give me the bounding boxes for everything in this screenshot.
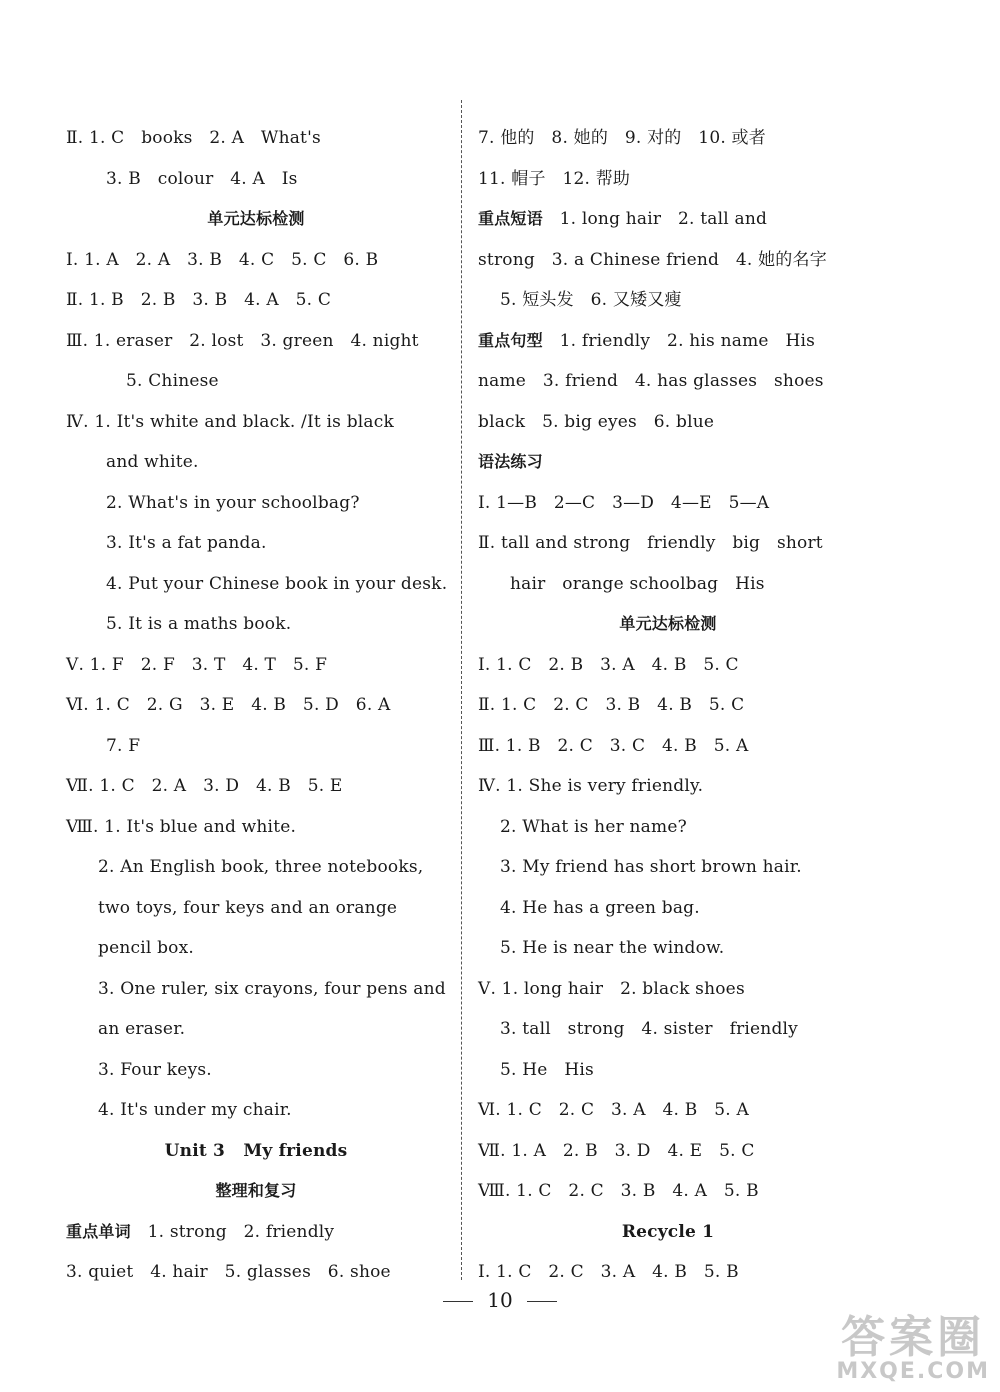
section-heading-unit-test: 单元达标检测 [207,209,305,228]
answer-line: Ⅷ. 1. C 2. C 3. B 4. A 5. B [478,1181,759,1201]
answer-line: Ⅲ. 1. eraser 2. lost 3. green 4. night [66,330,419,351]
key-sentences-label: 重点句型 [478,330,543,350]
answer-line: Ⅱ. 1. B 2. B 3. B 4. A 5. C [66,290,332,310]
answer-line: 5. He His [500,1059,594,1080]
key-sentences-answers: 1. friendly 2. his name His [559,330,816,351]
answer-line: Ⅲ. 1. B 2. C 3. C 4. B 5. A [478,735,749,756]
answer-line: 3. It's a fat panda. [106,533,267,553]
answer-line: and white. [106,452,199,472]
answer-line: 2. What is her name? [500,816,687,837]
watermark-logo [836,1301,990,1384]
key-words-label: 重点单词 [66,1221,131,1241]
answer-line [478,199,858,240]
answer-line: 5. Chinese [126,371,219,391]
column-divider [461,100,462,1280]
key-phrases-label: 重点短语 [478,209,543,228]
page-number-value: 10 [487,1288,513,1312]
answer-line: an eraser. [98,1019,186,1039]
answer-line: 3. My friend has short brown hair. [500,857,802,877]
answer-line: 4. It's under my chair. [98,1100,292,1120]
answer-line: 3. Four keys. [98,1059,212,1080]
section-heading-grammar: 语法练习 [478,452,543,471]
answer-line: strong 3. a Chinese friend 4. 她的名字 [478,249,827,270]
answer-line: Ⅰ. 1. C 2. C 3. A 4. B 5. B [478,1262,739,1282]
watermark-text: 答案圈 [841,1312,986,1363]
answer-line: 2. What's in your schoolbag? [106,492,360,513]
unit-title: Unit 3 My friends [164,1140,348,1161]
answer-line: name 3. friend 4. has glasses shoes [478,371,824,391]
answer-line: Ⅶ. 1. C 2. A 3. D 4. B 5. E [66,776,343,796]
answer-line: Ⅵ. 1. C 2. C 3. A 4. B 5. A [478,1100,749,1120]
answer-line: Ⅷ. 1. It's blue and white. [66,816,297,837]
answer-line: Ⅳ. 1. She is very friendly. [478,776,704,796]
answer-line: 3. quiet 4. hair 5. glasses 6. shoe [66,1262,391,1282]
watermark-url: MXQE.COM [836,1359,990,1384]
answer-line: 5. He is near the window. [500,938,725,958]
answer-line: 3. tall strong 4. sister friendly [500,1019,798,1039]
answer-line: Ⅴ. 1. long hair 2. black shoes [478,978,745,999]
answer-line: 4. Put your Chinese book in your desk. [106,573,448,594]
answer-line: 3. One ruler, six crayons, four pens and [98,978,446,999]
answer-line: 3. B colour 4. A Is [106,168,298,189]
answer-line: 11. 帽子 12. 帮助 [478,168,631,189]
answer-line: Ⅰ. 1. A 2. A 3. B 4. C 5. C 6. B [66,249,379,270]
recycle-title: Recycle 1 [621,1221,715,1242]
answer-line: 5. It is a maths book. [106,614,292,634]
answer-line: Ⅱ. 1. C 2. C 3. B 4. B 5. C [478,695,745,715]
answer-line: 2. An English book, three notebooks, [98,857,424,877]
answer-line: 5. 短头发 6. 又矮又瘦 [500,290,682,310]
answer-line: Ⅰ. 1. C 2. B 3. A 4. B 5. C [478,654,739,675]
answer-line: pencil box. [98,938,194,958]
answer-line: 7. F [106,735,141,756]
answer-line: Ⅶ. 1. A 2. B 3. D 4. E 5. C [478,1140,755,1161]
answer-line: Ⅰ. 1—B 2—C 3—D 4—E 5—A [478,492,770,513]
answer-line: two toys, four keys and an orange [98,897,398,918]
answer-line: 7. 他的 8. 她的 9. 对的 10. 或者 [478,128,766,148]
answer-line [478,321,858,362]
answer-line: hair orange schoolbag His [510,573,765,594]
answer-line: Ⅱ. 1. C books 2. A What's [66,128,321,148]
answer-line: Ⅴ. 1. F 2. F 3. T 4. T 5. F [66,654,328,675]
key-words-answers: 1. strong 2. friendly [147,1221,335,1242]
answer-line: Ⅱ. tall and strong friendly big short [478,533,823,553]
right-column [478,118,858,1293]
answer-line [66,1212,446,1253]
answer-line: Ⅳ. 1. It's white and black. /It is black [66,411,394,432]
section-heading-unit-test: 单元达标检测 [619,614,717,633]
key-phrases-answers: 1. long hair 2. tall and [559,209,768,229]
left-column [66,118,446,1293]
answer-line: Ⅵ. 1. C 2. G 3. E 4. B 5. D 6. A [66,695,391,715]
answer-line: black 5. big eyes 6. blue [478,411,715,432]
answer-line: 4. He has a green bag. [500,897,700,918]
section-heading-review: 整理和复习 [215,1181,297,1200]
